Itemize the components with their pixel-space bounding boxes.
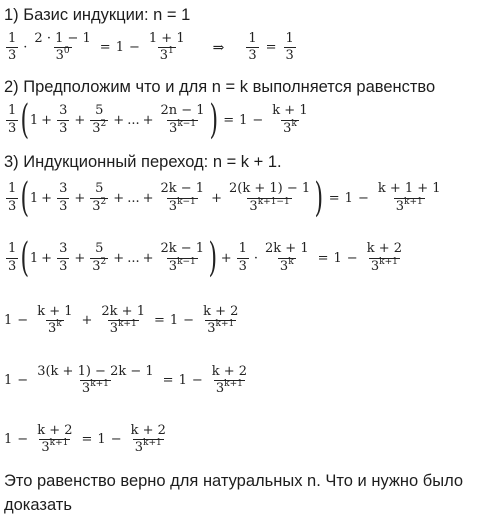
- math-symbol: 3: [55, 48, 64, 64]
- math-symbol: −: [17, 313, 29, 329]
- math-symbol: −: [183, 313, 195, 329]
- math-symbol: 1: [4, 373, 13, 389]
- denominator: 3: [59, 258, 68, 274]
- numerator: 2k − 1: [160, 241, 205, 257]
- math-symbol: 3: [279, 258, 289, 274]
- denominator: [158, 47, 176, 63]
- denominator: 3: [8, 48, 17, 64]
- parenthesis: (: [20, 175, 30, 221]
- numerator: k + 2: [37, 423, 73, 438]
- parenthesis: ): [208, 235, 218, 281]
- denominator: [90, 258, 108, 274]
- denominator: 3: [8, 120, 17, 136]
- numerator: 2n − 1: [160, 103, 205, 119]
- fraction: [90, 104, 108, 136]
- math-symbol: +: [41, 190, 53, 206]
- math-symbol: −: [17, 432, 29, 448]
- fraction: [90, 182, 108, 214]
- numerator: 3: [59, 241, 68, 257]
- math-symbol: 3: [92, 120, 101, 136]
- parenthesis: ): [314, 175, 324, 221]
- numerator: 2k + 1: [265, 241, 309, 257]
- math-symbol: −: [346, 250, 358, 266]
- transition-equation-3: [4, 305, 242, 337]
- numerator: 2k + 1: [101, 304, 145, 319]
- fraction: [201, 305, 240, 337]
- exponent: k−1: [177, 196, 196, 207]
- math-symbol: −: [357, 190, 369, 206]
- fraction: [376, 182, 443, 214]
- numerator: 1: [8, 181, 17, 197]
- step1-heading: 1) Базис индукции: n = 1: [4, 6, 191, 24]
- denominator: [167, 120, 198, 136]
- exponent: k+1: [224, 379, 243, 390]
- math-symbol: 3: [395, 198, 404, 214]
- math-symbol: 3: [81, 381, 91, 397]
- fraction: [6, 182, 18, 214]
- math-symbol: +: [74, 250, 86, 266]
- numerator: 2(k + 1) − 1: [228, 181, 311, 197]
- fraction: [57, 242, 69, 274]
- math-symbol: 3: [207, 321, 216, 337]
- math-symbol: 1: [4, 432, 13, 448]
- step2-heading: 2) Предположим что и для n = k выполняется равенство: [4, 78, 436, 96]
- math-symbol: 3: [134, 440, 144, 456]
- math-symbol: 1: [29, 190, 39, 206]
- math-symbol: +: [81, 313, 93, 329]
- numerator: 1: [8, 103, 17, 119]
- math-symbol: =: [162, 373, 174, 389]
- fraction: [57, 104, 69, 136]
- math-symbol: 1: [169, 313, 179, 329]
- numerator: k + 1: [272, 103, 308, 119]
- fraction: [35, 305, 74, 337]
- numerator: 1 + 1: [148, 31, 185, 46]
- numerator: k + 1 + 1: [377, 181, 441, 197]
- fraction: [365, 242, 404, 274]
- fraction: [159, 242, 207, 274]
- math-symbol: 3: [168, 258, 178, 274]
- math-symbol: =: [265, 40, 277, 56]
- fraction: [284, 32, 296, 64]
- math-symbol: 1: [115, 40, 124, 56]
- math-symbol: +: [142, 112, 154, 128]
- denominator: [167, 198, 198, 214]
- numerator: k + 1: [37, 304, 73, 319]
- math-symbol: +: [113, 190, 125, 206]
- math-symbol: −: [17, 373, 29, 389]
- exponent: k: [56, 319, 62, 330]
- math-symbol: 1: [29, 112, 39, 128]
- math-symbol: 3: [215, 381, 225, 397]
- numerator: 1: [238, 241, 247, 257]
- fraction: [263, 242, 311, 274]
- math-symbol: −: [110, 432, 122, 448]
- exponent: 2: [100, 256, 107, 267]
- denominator: [214, 380, 245, 396]
- fraction: [159, 182, 207, 214]
- denominator: [205, 320, 236, 336]
- math-symbol: 3: [47, 321, 57, 337]
- fraction: [57, 182, 69, 214]
- fraction: [210, 365, 249, 397]
- parenthesis: ): [209, 97, 218, 143]
- exponent: k+1: [143, 438, 162, 449]
- fraction: [32, 32, 92, 64]
- math-symbol: 3: [41, 440, 50, 456]
- exponent: k+1: [90, 379, 109, 390]
- numerator: 2k − 1: [160, 181, 205, 197]
- fraction: [227, 182, 312, 214]
- implies-icon: ⇒: [212, 39, 225, 56]
- transition-equation-1: [4, 175, 445, 221]
- exponent: k: [291, 118, 297, 129]
- conclusion-line-1: Это равенство верно для натуральных n. Что и нужно было: [4, 472, 464, 490]
- math-symbol: +: [113, 112, 125, 128]
- hypothesis-equation: [4, 97, 312, 143]
- math-symbol: 3: [109, 321, 118, 337]
- fraction: [246, 32, 258, 64]
- denominator: 3: [285, 48, 294, 64]
- exponent: k−1: [177, 118, 197, 129]
- fraction: [6, 104, 18, 136]
- exponent: k+1: [49, 438, 69, 449]
- exponent: k+1: [379, 256, 398, 267]
- math-symbol: +: [74, 112, 86, 128]
- numerator: 1: [8, 241, 17, 257]
- denominator: [167, 258, 198, 274]
- math-symbol: 3: [169, 120, 178, 136]
- exponent: 1: [168, 46, 174, 57]
- fraction: [99, 305, 147, 337]
- exponent: 2: [100, 196, 107, 207]
- math-symbol: 3: [92, 258, 101, 274]
- math-symbol: +: [113, 250, 125, 266]
- numerator: 3(k + 1) − 2k − 1: [37, 364, 154, 379]
- math-symbol: =: [153, 313, 165, 329]
- exponent: k+1: [117, 319, 137, 330]
- conclusion-line-2: доказать: [4, 496, 72, 514]
- denominator: [108, 320, 139, 336]
- math-symbol: 1: [178, 373, 187, 389]
- math-symbol: +: [220, 250, 232, 266]
- math-symbol: 1: [239, 112, 248, 128]
- math-symbol: 1: [29, 250, 39, 266]
- math-symbol: 3: [249, 198, 258, 214]
- denominator: [394, 198, 425, 214]
- numerator: 1: [8, 31, 17, 46]
- numerator: 5: [95, 241, 104, 257]
- math-symbol: ·: [253, 250, 259, 266]
- fraction: [237, 242, 249, 274]
- exponent: 0: [63, 46, 70, 57]
- fraction: [35, 424, 74, 456]
- fraction: [6, 242, 18, 274]
- denominator: 3: [59, 198, 68, 214]
- math-symbol: =: [223, 112, 235, 128]
- math-symbol: +: [41, 112, 53, 128]
- denominator: [39, 439, 70, 455]
- math-symbol: −: [252, 112, 264, 128]
- math-symbol: ...: [127, 190, 140, 206]
- numerator: 3: [59, 103, 68, 119]
- denominator: 3: [248, 48, 257, 64]
- math-symbol: +: [41, 250, 53, 266]
- math-symbol: =: [317, 250, 329, 266]
- denominator: [90, 198, 108, 214]
- math-symbol: ...: [127, 250, 140, 266]
- fraction: [6, 32, 18, 64]
- transition-equation-4: [4, 365, 251, 397]
- parenthesis: (: [20, 97, 30, 143]
- numerator: k + 2: [366, 241, 402, 257]
- fraction: [35, 365, 155, 397]
- math-symbol: −: [191, 373, 203, 389]
- fraction: [90, 242, 108, 274]
- math-symbol: +: [142, 250, 154, 266]
- transition-equation-5: [4, 424, 170, 456]
- base-case-equation: [4, 32, 298, 64]
- denominator: [133, 439, 164, 455]
- fraction: [129, 424, 168, 456]
- denominator: [46, 320, 64, 336]
- denominator: [369, 258, 400, 274]
- math-symbol: =: [81, 432, 93, 448]
- denominator: 3: [238, 258, 247, 274]
- math-symbol: 3: [159, 48, 169, 64]
- numerator: 2 · 1 − 1: [34, 31, 91, 46]
- numerator: 1: [248, 31, 257, 46]
- denominator: [54, 47, 72, 63]
- numerator: 1: [285, 31, 294, 46]
- transition-equation-2: [4, 235, 406, 281]
- denominator: [90, 120, 108, 136]
- math-symbol: ·: [23, 40, 28, 56]
- parenthesis: (: [20, 235, 30, 281]
- fraction: [147, 32, 187, 64]
- math-symbol: 3: [283, 120, 292, 136]
- fraction: [159, 104, 207, 136]
- exponent: 2: [100, 118, 107, 129]
- math-symbol: ...: [127, 112, 140, 128]
- math-symbol: +: [142, 190, 154, 206]
- denominator: [278, 258, 296, 274]
- math-symbol: =: [328, 190, 340, 206]
- exponent: k+1: [403, 196, 423, 207]
- numerator: 3: [59, 181, 68, 197]
- exponent: k+1: [215, 319, 235, 330]
- denominator: [281, 120, 299, 136]
- fraction: [270, 104, 309, 136]
- exponent: k+1−1: [257, 196, 290, 207]
- math-symbol: 3: [168, 198, 178, 214]
- denominator: 3: [8, 198, 17, 214]
- math-symbol: 1: [4, 313, 13, 329]
- math-symbol: +: [74, 190, 86, 206]
- exponent: k: [288, 256, 294, 267]
- exponent: k−1: [177, 256, 196, 267]
- math-symbol: 3: [92, 198, 101, 214]
- step3-heading: 3) Индукционный переход: n = k + 1.: [4, 153, 282, 171]
- math-symbol: 1: [97, 432, 106, 448]
- denominator: 3: [8, 258, 17, 274]
- numerator: k + 2: [130, 423, 166, 438]
- math-symbol: 1: [333, 250, 342, 266]
- denominator: [80, 380, 111, 396]
- math-symbol: −: [128, 40, 140, 56]
- numerator: k + 2: [203, 304, 239, 319]
- denominator: 3: [59, 120, 68, 136]
- math-symbol: +: [211, 190, 222, 206]
- denominator: [247, 198, 291, 214]
- numerator: 5: [95, 103, 104, 119]
- math-symbol: =: [99, 40, 111, 56]
- math-symbol: 1: [344, 190, 353, 206]
- math-symbol: 3: [370, 258, 380, 274]
- numerator: 5: [95, 181, 104, 197]
- numerator: k + 2: [211, 364, 248, 379]
